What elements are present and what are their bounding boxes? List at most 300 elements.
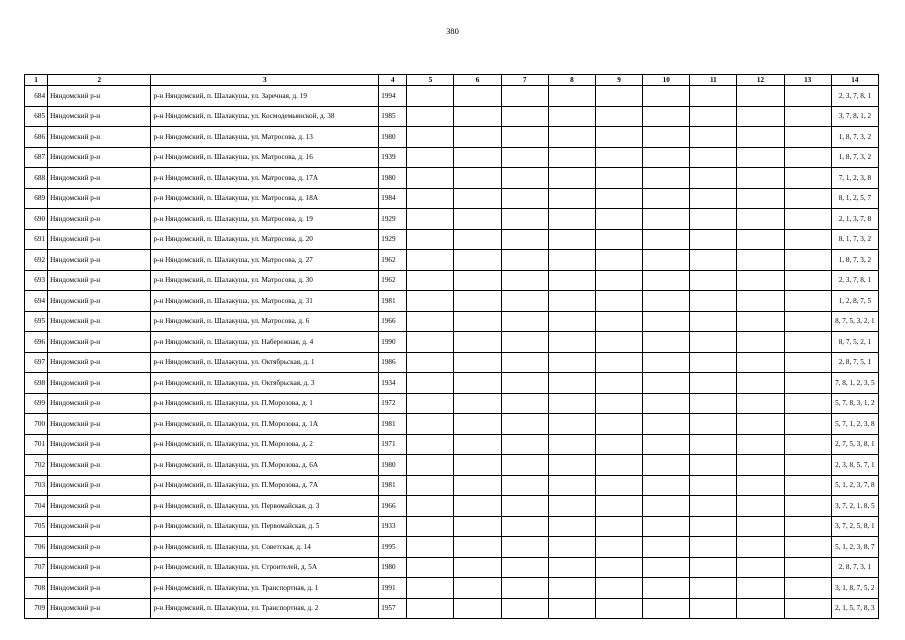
table-row — [25, 496, 879, 517]
cell-district: Няндомский р-н — [48, 188, 151, 209]
column-header-13: 13 — [784, 75, 831, 86]
cell-year: 1980 — [379, 455, 407, 476]
cell-col-5 — [407, 578, 454, 599]
cell-year: 1972 — [379, 393, 407, 414]
cell-year: 1957 — [379, 598, 407, 619]
cell-col-5 — [407, 270, 454, 291]
cell-col-14: 8, 7, 5, 2, 1 — [831, 332, 878, 353]
cell-district: Няндомский р-н — [48, 516, 151, 537]
cell-col-8 — [548, 270, 595, 291]
cell-col-9 — [595, 147, 642, 168]
cell-col-8 — [548, 188, 595, 209]
cell-col-5 — [407, 209, 454, 230]
cell-year: 1990 — [379, 332, 407, 353]
cell-district: Няндомский р-н — [48, 373, 151, 394]
table-row — [25, 332, 879, 353]
cell-row-number: 692 — [25, 250, 48, 271]
cell-address: р-н Няндомский, п. Шалакуша, ул. Октябрьская, д. 1 — [151, 352, 379, 373]
cell-year: 1985 — [379, 106, 407, 127]
cell-col-9 — [595, 188, 642, 209]
cell-year: 1962 — [379, 250, 407, 271]
cell-col-11 — [690, 475, 737, 496]
cell-col-10 — [643, 332, 690, 353]
cell-col-10 — [643, 106, 690, 127]
cell-col-13 — [784, 393, 831, 414]
cell-col-13 — [784, 291, 831, 312]
cell-col-7 — [501, 168, 548, 189]
cell-year: 1991 — [379, 578, 407, 599]
cell-address: р-н Няндомский, п. Шалакуша, ул. П.Морозова, д. 6А — [151, 455, 379, 476]
cell-col-5 — [407, 598, 454, 619]
cell-col-6 — [454, 209, 501, 230]
cell-col-10 — [643, 209, 690, 230]
cell-col-7 — [501, 373, 548, 394]
cell-col-12 — [737, 332, 784, 353]
cell-col-6 — [454, 516, 501, 537]
cell-col-14: 8, 1, 2, 5, 7 — [831, 188, 878, 209]
table-row — [25, 475, 879, 496]
cell-col-6 — [454, 352, 501, 373]
cell-row-number: 708 — [25, 578, 48, 599]
cell-col-14: 2, 3, 8, 5, 7, 1 — [831, 455, 878, 476]
cell-col-10 — [643, 537, 690, 558]
cell-row-number: 687 — [25, 147, 48, 168]
cell-col-8 — [548, 229, 595, 250]
cell-district: Няндомский р-н — [48, 311, 151, 332]
cell-address: р-н Няндомский, п. Шалакуша, ул. П.Морозова, д. 1 — [151, 393, 379, 414]
cell-col-12 — [737, 598, 784, 619]
cell-col-13 — [784, 270, 831, 291]
cell-row-number: 693 — [25, 270, 48, 291]
table-row — [25, 188, 879, 209]
cell-col-10 — [643, 578, 690, 599]
cell-col-6 — [454, 578, 501, 599]
cell-col-6 — [454, 291, 501, 312]
cell-col-13 — [784, 86, 831, 107]
cell-col-9 — [595, 434, 642, 455]
cell-col-12 — [737, 86, 784, 107]
cell-col-9 — [595, 414, 642, 435]
cell-row-number: 696 — [25, 332, 48, 353]
cell-col-9 — [595, 496, 642, 517]
cell-col-14: 7, 8, 1, 2, 3, 5 — [831, 373, 878, 394]
table-row — [25, 557, 879, 578]
cell-col-9 — [595, 127, 642, 148]
cell-col-8 — [548, 311, 595, 332]
cell-year: 1933 — [379, 516, 407, 537]
cell-col-11 — [690, 578, 737, 599]
table-row — [25, 393, 879, 414]
cell-col-9 — [595, 332, 642, 353]
cell-col-13 — [784, 434, 831, 455]
cell-col-11 — [690, 455, 737, 476]
cell-col-12 — [737, 537, 784, 558]
cell-col-8 — [548, 168, 595, 189]
cell-col-5 — [407, 291, 454, 312]
cell-col-5 — [407, 168, 454, 189]
cell-col-5 — [407, 373, 454, 394]
cell-col-7 — [501, 455, 548, 476]
cell-row-number: 700 — [25, 414, 48, 435]
cell-district: Няндомский р-н — [48, 475, 151, 496]
cell-col-12 — [737, 434, 784, 455]
cell-row-number: 689 — [25, 188, 48, 209]
cell-col-12 — [737, 455, 784, 476]
cell-row-number: 702 — [25, 455, 48, 476]
cell-col-7 — [501, 393, 548, 414]
cell-col-14: 5, 7, 8, 3, 1, 2 — [831, 393, 878, 414]
cell-col-5 — [407, 127, 454, 148]
cell-col-6 — [454, 332, 501, 353]
cell-col-14: 1, 8, 7, 3, 2 — [831, 250, 878, 271]
cell-district: Няндомский р-н — [48, 250, 151, 271]
cell-col-7 — [501, 229, 548, 250]
cell-year: 1929 — [379, 209, 407, 230]
cell-col-6 — [454, 414, 501, 435]
cell-col-8 — [548, 557, 595, 578]
cell-address: р-н Няндомский, п. Шалакуша, ул. Космодемьянской, д. 38 — [151, 106, 379, 127]
cell-col-6 — [454, 455, 501, 476]
cell-col-11 — [690, 352, 737, 373]
table-body — [25, 86, 879, 619]
cell-col-11 — [690, 147, 737, 168]
cell-col-13 — [784, 311, 831, 332]
cell-col-11 — [690, 373, 737, 394]
table-row — [25, 270, 879, 291]
cell-col-9 — [595, 311, 642, 332]
table-row — [25, 434, 879, 455]
cell-col-7 — [501, 291, 548, 312]
cell-row-number: 691 — [25, 229, 48, 250]
cell-col-5 — [407, 147, 454, 168]
cell-col-5 — [407, 414, 454, 435]
cell-district: Няндомский р-н — [48, 147, 151, 168]
cell-col-5 — [407, 537, 454, 558]
cell-col-9 — [595, 106, 642, 127]
cell-col-6 — [454, 393, 501, 414]
cell-col-12 — [737, 147, 784, 168]
cell-col-5 — [407, 475, 454, 496]
cell-col-7 — [501, 127, 548, 148]
cell-col-8 — [548, 455, 595, 476]
cell-col-5 — [407, 434, 454, 455]
cell-year: 1929 — [379, 229, 407, 250]
cell-year: 1981 — [379, 475, 407, 496]
cell-col-12 — [737, 475, 784, 496]
cell-row-number: 698 — [25, 373, 48, 394]
cell-col-11 — [690, 598, 737, 619]
cell-district: Няндомский р-н — [48, 455, 151, 476]
cell-district: Няндомский р-н — [48, 106, 151, 127]
cell-col-6 — [454, 229, 501, 250]
cell-col-9 — [595, 516, 642, 537]
cell-col-10 — [643, 168, 690, 189]
cell-col-13 — [784, 229, 831, 250]
cell-col-7 — [501, 496, 548, 517]
cell-row-number: 699 — [25, 393, 48, 414]
cell-year: 1971 — [379, 434, 407, 455]
cell-col-5 — [407, 188, 454, 209]
cell-col-10 — [643, 434, 690, 455]
cell-col-11 — [690, 434, 737, 455]
cell-col-10 — [643, 250, 690, 271]
column-header-10: 10 — [643, 75, 690, 86]
cell-col-13 — [784, 106, 831, 127]
cell-address: р-н Няндомский, п. Шалакуша, ул. Матросова, д. 20 — [151, 229, 379, 250]
column-header-9: 9 — [595, 75, 642, 86]
cell-col-7 — [501, 147, 548, 168]
cell-address: р-н Няндомский, п. Шалакуша, ул. Матросова, д. 18А — [151, 188, 379, 209]
cell-row-number: 705 — [25, 516, 48, 537]
cell-col-9 — [595, 209, 642, 230]
cell-col-5 — [407, 229, 454, 250]
cell-address: р-н Няндомский, п. Шалакуша, ул. Матросова, д. 27 — [151, 250, 379, 271]
cell-col-11 — [690, 393, 737, 414]
cell-col-10 — [643, 475, 690, 496]
cell-col-6 — [454, 250, 501, 271]
cell-col-14: 8, 7, 5, 3, 2, 1 — [831, 311, 878, 332]
cell-col-8 — [548, 352, 595, 373]
cell-col-7 — [501, 209, 548, 230]
cell-col-11 — [690, 106, 737, 127]
cell-address: р-н Няндомский, п. Шалакуша, ул. Советская, д. 14 — [151, 537, 379, 558]
table-row — [25, 414, 879, 435]
cell-year: 1981 — [379, 414, 407, 435]
cell-year: 1986 — [379, 352, 407, 373]
cell-col-13 — [784, 188, 831, 209]
cell-year: 1980 — [379, 127, 407, 148]
cell-col-14: 3, 7, 8, 1, 2 — [831, 106, 878, 127]
cell-col-14: 2, 8, 7, 3, 1 — [831, 557, 878, 578]
cell-col-6 — [454, 557, 501, 578]
cell-col-9 — [595, 373, 642, 394]
cell-col-12 — [737, 250, 784, 271]
cell-col-9 — [595, 352, 642, 373]
table-row — [25, 373, 879, 394]
cell-year: 1966 — [379, 496, 407, 517]
cell-col-10 — [643, 496, 690, 517]
cell-col-6 — [454, 270, 501, 291]
cell-col-7 — [501, 475, 548, 496]
cell-col-10 — [643, 127, 690, 148]
cell-year: 1980 — [379, 557, 407, 578]
cell-district: Няндомский р-н — [48, 86, 151, 107]
cell-col-7 — [501, 557, 548, 578]
housing-table — [24, 74, 879, 619]
cell-col-13 — [784, 352, 831, 373]
cell-col-13 — [784, 516, 831, 537]
cell-col-14: 2, 3, 7, 8, 1 — [831, 270, 878, 291]
cell-col-7 — [501, 106, 548, 127]
cell-address: р-н Няндомский, п. Шалакуша, ул. Матросова, д. 6 — [151, 311, 379, 332]
cell-address: р-н Няндомский, п. Шалакуша, ул. Матросова, д. 13 — [151, 127, 379, 148]
cell-col-11 — [690, 188, 737, 209]
page-number: 380 — [446, 26, 459, 36]
cell-row-number: 704 — [25, 496, 48, 517]
table-row — [25, 537, 879, 558]
cell-col-7 — [501, 352, 548, 373]
cell-row-number: 685 — [25, 106, 48, 127]
cell-col-6 — [454, 311, 501, 332]
cell-district: Няндомский р-н — [48, 393, 151, 414]
table-row — [25, 209, 879, 230]
cell-col-12 — [737, 229, 784, 250]
table-row — [25, 168, 879, 189]
cell-col-10 — [643, 188, 690, 209]
cell-col-12 — [737, 209, 784, 230]
cell-col-11 — [690, 209, 737, 230]
cell-district: Няндомский р-н — [48, 598, 151, 619]
table-row — [25, 86, 879, 107]
cell-col-8 — [548, 537, 595, 558]
cell-col-13 — [784, 127, 831, 148]
cell-col-11 — [690, 250, 737, 271]
cell-col-7 — [501, 516, 548, 537]
cell-col-9 — [595, 250, 642, 271]
cell-col-6 — [454, 537, 501, 558]
cell-col-8 — [548, 434, 595, 455]
cell-col-12 — [737, 168, 784, 189]
cell-col-8 — [548, 393, 595, 414]
column-header-14: 14 — [831, 75, 878, 86]
cell-col-11 — [690, 537, 737, 558]
cell-col-8 — [548, 291, 595, 312]
cell-address: р-н Няндомский, п. Шалакуша, ул. Набережная, д. 4 — [151, 332, 379, 353]
cell-district: Няндомский р-н — [48, 291, 151, 312]
cell-row-number: 709 — [25, 598, 48, 619]
cell-col-7 — [501, 598, 548, 619]
cell-col-14: 1, 8, 7, 3, 2 — [831, 147, 878, 168]
cell-year: 1981 — [379, 291, 407, 312]
cell-col-9 — [595, 598, 642, 619]
cell-col-13 — [784, 332, 831, 353]
cell-district: Няндомский р-н — [48, 414, 151, 435]
cell-col-6 — [454, 127, 501, 148]
cell-col-6 — [454, 598, 501, 619]
cell-row-number: 697 — [25, 352, 48, 373]
cell-col-12 — [737, 127, 784, 148]
cell-district: Няндомский р-н — [48, 537, 151, 558]
cell-address: р-н Няндомский, п. Шалакуша, ул. Первомайская, д. 3 — [151, 496, 379, 517]
cell-col-10 — [643, 598, 690, 619]
cell-col-8 — [548, 127, 595, 148]
cell-col-11 — [690, 86, 737, 107]
cell-address: р-н Няндомский, п. Шалакуша, ул. П.Морозова, д. 1А — [151, 414, 379, 435]
column-header-2: 2 — [48, 75, 151, 86]
cell-col-13 — [784, 168, 831, 189]
cell-row-number: 688 — [25, 168, 48, 189]
cell-row-number: 694 — [25, 291, 48, 312]
cell-col-12 — [737, 578, 784, 599]
cell-col-10 — [643, 373, 690, 394]
cell-col-13 — [784, 537, 831, 558]
cell-col-8 — [548, 373, 595, 394]
cell-col-9 — [595, 229, 642, 250]
cell-col-13 — [784, 455, 831, 476]
cell-col-9 — [595, 557, 642, 578]
cell-col-10 — [643, 147, 690, 168]
cell-col-10 — [643, 414, 690, 435]
cell-year: 1994 — [379, 86, 407, 107]
cell-address: р-н Няндомский, п. Шалакуша, ул. Матросова, д. 16 — [151, 147, 379, 168]
cell-col-11 — [690, 127, 737, 148]
cell-year: 1939 — [379, 147, 407, 168]
cell-year: 1966 — [379, 311, 407, 332]
cell-col-7 — [501, 537, 548, 558]
cell-col-11 — [690, 332, 737, 353]
cell-year: 1980 — [379, 168, 407, 189]
cell-col-10 — [643, 557, 690, 578]
cell-col-5 — [407, 516, 454, 537]
cell-col-11 — [690, 229, 737, 250]
cell-address: р-н Няндомский, п. Шалакуша, ул. Первомайская, д. 5 — [151, 516, 379, 537]
cell-col-5 — [407, 496, 454, 517]
cell-col-6 — [454, 86, 501, 107]
table-row — [25, 106, 879, 127]
cell-col-7 — [501, 332, 548, 353]
table-row — [25, 311, 879, 332]
cell-col-14: 5, 1, 2, 3, 8, 7 — [831, 537, 878, 558]
cell-col-10 — [643, 270, 690, 291]
cell-col-9 — [595, 475, 642, 496]
cell-address: р-н Няндомский, п. Шалакуша, ул. Матросова, д. 17А — [151, 168, 379, 189]
column-header-12: 12 — [737, 75, 784, 86]
cell-col-6 — [454, 475, 501, 496]
cell-col-12 — [737, 291, 784, 312]
cell-col-11 — [690, 414, 737, 435]
cell-col-5 — [407, 352, 454, 373]
cell-col-12 — [737, 496, 784, 517]
cell-col-12 — [737, 270, 784, 291]
cell-col-7 — [501, 434, 548, 455]
cell-address: р-н Няндомский, п. Шалакуша, ул. П.Морозова, д. 2 — [151, 434, 379, 455]
cell-col-7 — [501, 86, 548, 107]
cell-address: р-н Няндомский, п. Шалакуша, ул. Строителей, д. 5А — [151, 557, 379, 578]
cell-col-9 — [595, 578, 642, 599]
cell-col-11 — [690, 557, 737, 578]
cell-col-12 — [737, 516, 784, 537]
cell-col-14: 8, 1, 7, 3, 2 — [831, 229, 878, 250]
cell-col-9 — [595, 291, 642, 312]
cell-col-12 — [737, 373, 784, 394]
cell-col-12 — [737, 106, 784, 127]
table-row — [25, 250, 879, 271]
table-row — [25, 291, 879, 312]
cell-col-11 — [690, 516, 737, 537]
cell-col-14: 3, 7, 2, 1, 8, 5 — [831, 496, 878, 517]
cell-col-7 — [501, 188, 548, 209]
cell-col-8 — [548, 250, 595, 271]
cell-row-number: 686 — [25, 127, 48, 148]
cell-year: 1995 — [379, 537, 407, 558]
cell-col-13 — [784, 475, 831, 496]
cell-col-5 — [407, 557, 454, 578]
cell-row-number: 684 — [25, 86, 48, 107]
cell-col-7 — [501, 250, 548, 271]
table-row — [25, 578, 879, 599]
cell-col-8 — [548, 414, 595, 435]
cell-col-8 — [548, 475, 595, 496]
cell-col-14: 5, 7, 1, 2, 3, 8 — [831, 414, 878, 435]
cell-year: 1984 — [379, 188, 407, 209]
cell-address: р-н Няндомский, п. Шалакуша, ул. Матросова, д. 30 — [151, 270, 379, 291]
cell-col-13 — [784, 414, 831, 435]
cell-row-number: 703 — [25, 475, 48, 496]
cell-col-9 — [595, 270, 642, 291]
cell-address: р-н Няндомский, п. Шалакуша, ул. П.Морозова, д. 7А — [151, 475, 379, 496]
cell-district: Няндомский р-н — [48, 496, 151, 517]
cell-col-12 — [737, 393, 784, 414]
